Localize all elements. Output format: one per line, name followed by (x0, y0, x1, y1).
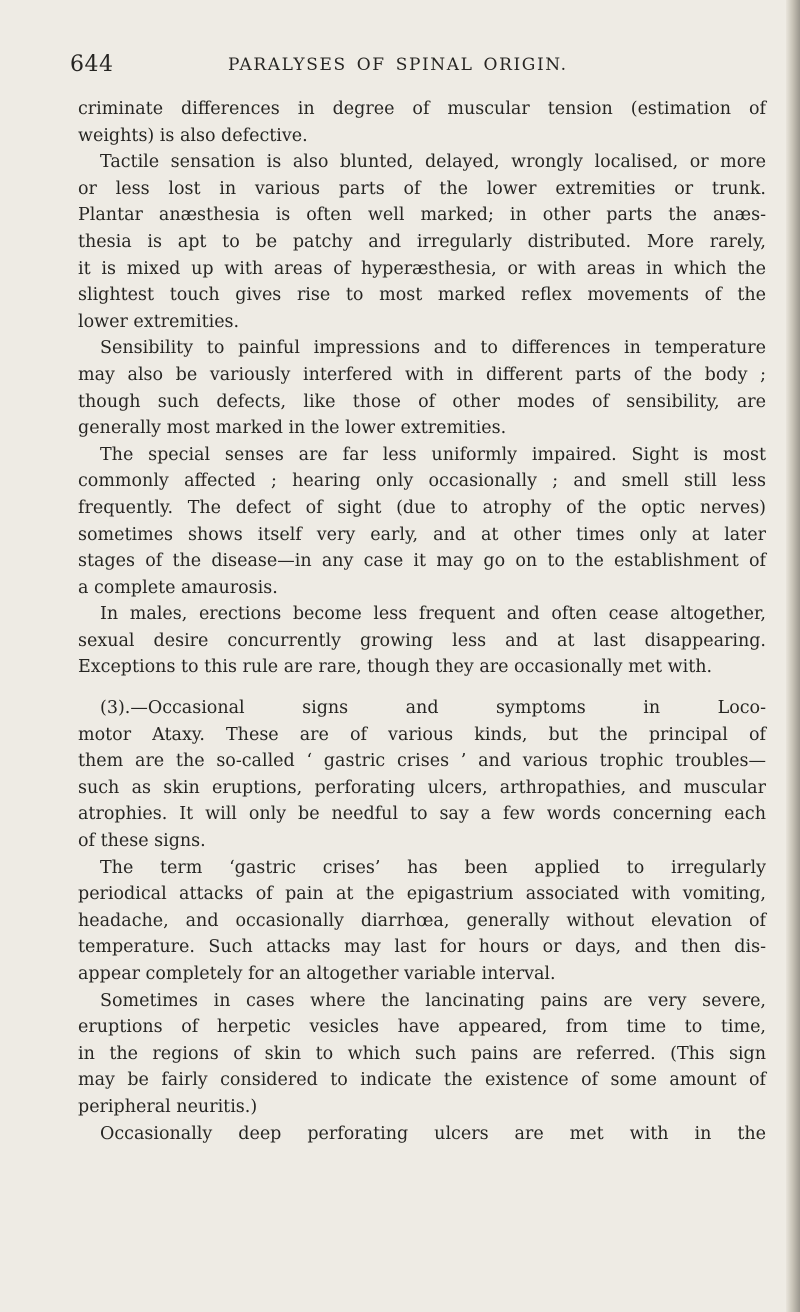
text-line: though such defects, like those of other modes of sensibility, are (78, 391, 766, 412)
text-line: eruptions of herpetic vesicles have appeared, from time to time, (78, 1017, 766, 1038)
text-line: stages of the disease—in any case it may go on to the establishment of (78, 551, 766, 572)
text-line: generally most marked in the lower extremities. (78, 418, 507, 439)
page-edge-shadow (786, 0, 800, 1312)
text-line: motor Ataxy. These are of various kinds, but the principal of (78, 724, 766, 745)
text-line: periodical attacks of pain at the epigastrium associated with vomiting, (78, 884, 766, 905)
text-line: may also be variously interfered with in different parts of the body ; (78, 364, 766, 385)
text-line: The special senses are far less uniformly impaired. Sight is most (100, 444, 766, 465)
text-line: headache, and occasionally diarrhœa, generally without elevation of (78, 910, 766, 931)
text-line: appear completely for an altogether variable interval. (78, 964, 556, 984)
text-line: frequently. The defect of sight (due to atrophy of the optic nerves) (78, 497, 766, 518)
text-line: Occasionally deep perforating ulcers are met with in the (100, 1123, 766, 1144)
text-line: such as skin eruptions, perforating ulcers, arthropathies, and muscular (78, 777, 766, 798)
body-text (78, 96, 766, 1147)
section-gap (78, 681, 766, 695)
text-line: lower extremities. (78, 311, 240, 332)
text-line: commonly affected ; hearing only occasionally ; and smell still less (78, 471, 766, 492)
text-line: Tactile sensation is also blunted, delayed, wrongly localised, or more (100, 152, 766, 173)
text-line: Sometimes in cases where the lancinating pains are very severe, (100, 990, 766, 1011)
text-line: atrophies. It will only be needful to say a few words concerning each (78, 804, 766, 825)
text-line: weights) is also defective. (78, 125, 308, 146)
text-line: criminate differences in degree of muscular tension (estimation of (78, 99, 766, 119)
text-line: may be fairly considered to indicate the existence of some amount of (78, 1070, 766, 1091)
text-line: sexual desire concurrently growing less and at last disappearing. (78, 630, 766, 651)
page-number: 644 (70, 52, 114, 77)
text-line: it is mixed up with areas of hyperæsthesia, or with areas in which the (78, 258, 766, 279)
text-line: them are the so-called ‘ gastric crises ’ and various trophic troubles— (78, 751, 766, 772)
text-line: Sensibility to painful impressions and to differences in temperature (100, 338, 766, 359)
text-line: thesia is apt to be patchy and irregularly distributed. More rarely, (78, 231, 766, 252)
text-line: Exceptions to this rule are rare, though they are occasionally met with. (78, 657, 713, 678)
text-line: sometimes shows itself very early, and at other times only at later (78, 524, 766, 545)
section-heading-line: (3).—Occasional signs and symptoms in Loco- (100, 698, 766, 719)
text-line: slightest touch gives rise to most marked reflex movements of the (78, 285, 766, 306)
text-line: In males, erections become less frequent and often cease altogether, (100, 604, 766, 625)
text-line: a complete amaurosis. (78, 577, 278, 598)
text-line: in the regions of skin to which such pains are referred. (This sign (78, 1043, 766, 1064)
text-line: of these signs. (78, 831, 206, 852)
text-line: or less lost in various parts of the lower extremities or trunk. (78, 178, 766, 199)
page-header (70, 52, 760, 80)
running-title: PARALYSES OF SPINAL ORIGIN. (228, 55, 568, 75)
text-line: The term ‘gastric crises’ has been applied to irregularly (100, 857, 766, 878)
text-line: temperature. Such attacks may last for hours or days, and then dis- (78, 937, 766, 958)
text-line: Plantar anæsthesia is often well marked; in other parts the anæs- (78, 205, 766, 226)
text-line: peripheral neuritis.) (78, 1096, 258, 1117)
